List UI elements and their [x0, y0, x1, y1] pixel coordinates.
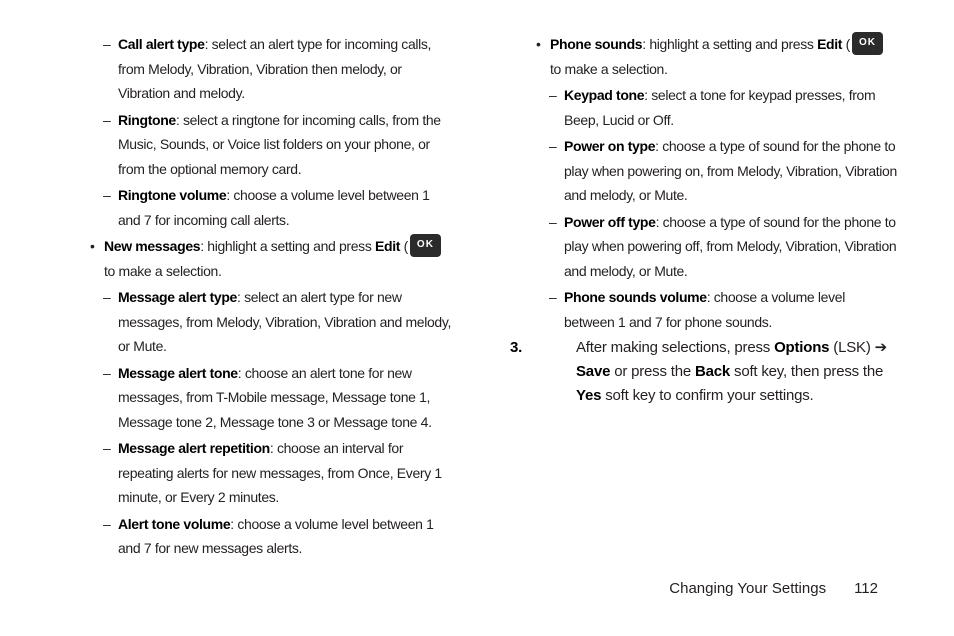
phone-sounds-volume-item [536, 285, 898, 334]
step-text: soft key, then press the [730, 363, 884, 380]
item-text: : select a ringtone for incoming calls, from the Music, Sounds, or Voice list folders on your phone, or from the optional memory card. [118, 111, 441, 177]
bullet-text-end: to make a selection. [550, 60, 668, 77]
item-text: : choose an interval for repeating alerts for new messages, from Once, Every 1 minute, or Every 2 minutes. [118, 440, 442, 505]
dash-marker: – [103, 187, 111, 203]
item-text: : choose a volume level between 1 and 7 for new messages alerts. [118, 515, 434, 556]
bullet-title: New messages [104, 238, 201, 254]
ok-key-icon [410, 234, 441, 257]
item-text: : choose a type of sound for the phone to play when powering off, from Melody, Vibration, Vibration and melody, or Mute. [564, 213, 897, 279]
message-alert-type-item [90, 285, 452, 359]
item-title: Power on type [564, 138, 656, 154]
ok-key-label: OK [858, 37, 876, 48]
item-text: : choose an alert tone for new messages, from T-Mobile message, Message tone 1, Message tone 2, Message tone 3 or Message tone 4. [118, 364, 432, 430]
new-messages-bullet [90, 234, 452, 283]
bullet-text: : highlight a setting and press [642, 36, 818, 52]
dash-marker: – [103, 364, 111, 381]
options-label: Options [774, 339, 830, 356]
message-alert-tone-item [90, 361, 452, 435]
edit-label: Edit [375, 238, 401, 254]
dash-marker: – [103, 515, 111, 532]
right-column [510, 32, 898, 408]
bullet-text: : highlight a setting and press [200, 238, 376, 254]
page-footer [560, 578, 878, 600]
ok-key-label: OK [416, 239, 434, 250]
power-on-type-item [536, 134, 898, 208]
item-title: Phone sounds volume [564, 289, 707, 305]
arrow-icon: ➔ [874, 339, 887, 356]
message-alert-repetition-item [90, 436, 452, 510]
item-title: Keypad tone [564, 87, 645, 103]
left-column [90, 32, 452, 563]
keypad-tone-item [536, 83, 898, 132]
step-text: soft key to confirm your settings. [601, 387, 814, 404]
item-title: Ringtone volume [118, 187, 227, 203]
page-number: 112 [854, 580, 878, 597]
step-text: After making selections, press [576, 339, 775, 356]
item-title: Power off type [564, 213, 656, 230]
step-3 [510, 336, 898, 408]
bullet-title: Phone sounds [550, 36, 643, 52]
item-title: Alert tone volume [118, 515, 231, 532]
dash-marker: – [549, 138, 557, 154]
dash-marker: – [103, 111, 111, 128]
yes-label: Yes [576, 387, 602, 404]
phone-sounds-bullet [536, 32, 898, 81]
edit-label: Edit [817, 36, 843, 52]
step-text: (LSK) [829, 339, 875, 356]
save-label: Save [576, 363, 611, 380]
item-title: Message alert type [118, 289, 237, 305]
dash-marker: – [549, 213, 557, 230]
ok-key-icon [852, 32, 883, 55]
footer-section-title: Changing Your Settings [669, 580, 827, 597]
item-text: : select a tone for keypad presses, from Beep, Lucid or Off. [564, 87, 876, 128]
item-title: Message alert tone [118, 364, 238, 381]
bullet-marker: • [90, 238, 95, 254]
item-title: Ringtone [118, 111, 176, 128]
item-text: : choose a volume level between 1 and 7 for incoming call alerts. [118, 187, 430, 228]
item-text: : choose a volume level between 1 and 7 for phone sounds. [564, 289, 845, 330]
item-text: : select an alert type for new messages, from Melody, Vibration, Vibration and melody, or Mute. [118, 289, 451, 354]
bullet-text-end: to make a selection. [104, 262, 222, 279]
paren-open: ( [400, 238, 408, 254]
ringtone-item [90, 108, 452, 182]
ringtone-volume-item [90, 183, 452, 232]
dash-marker: – [103, 440, 111, 456]
alert-tone-volume-item [90, 512, 452, 561]
back-label: Back [694, 363, 731, 380]
bullet-marker: • [536, 36, 541, 52]
dash-marker: – [549, 87, 557, 103]
power-off-type-item [536, 210, 898, 284]
dash-marker: – [103, 36, 111, 52]
step-number: 3. [510, 339, 523, 356]
call-alert-type-item [90, 32, 452, 106]
step-text: or press the [610, 363, 695, 380]
paren-open: ( [842, 36, 850, 52]
item-title: Message alert repetition [118, 440, 270, 456]
item-title: Call alert type [118, 36, 205, 52]
dash-marker: – [549, 289, 557, 305]
dash-marker: – [103, 289, 111, 305]
item-text: : select an alert type for incoming calls, from Melody, Vibration, Vibration then melody, or Vibration and melody. [118, 36, 432, 101]
item-text: : choose a type of sound for the phone to play when powering on, from Melody, Vibration, Vibration and melody, or Mute. [564, 138, 897, 203]
